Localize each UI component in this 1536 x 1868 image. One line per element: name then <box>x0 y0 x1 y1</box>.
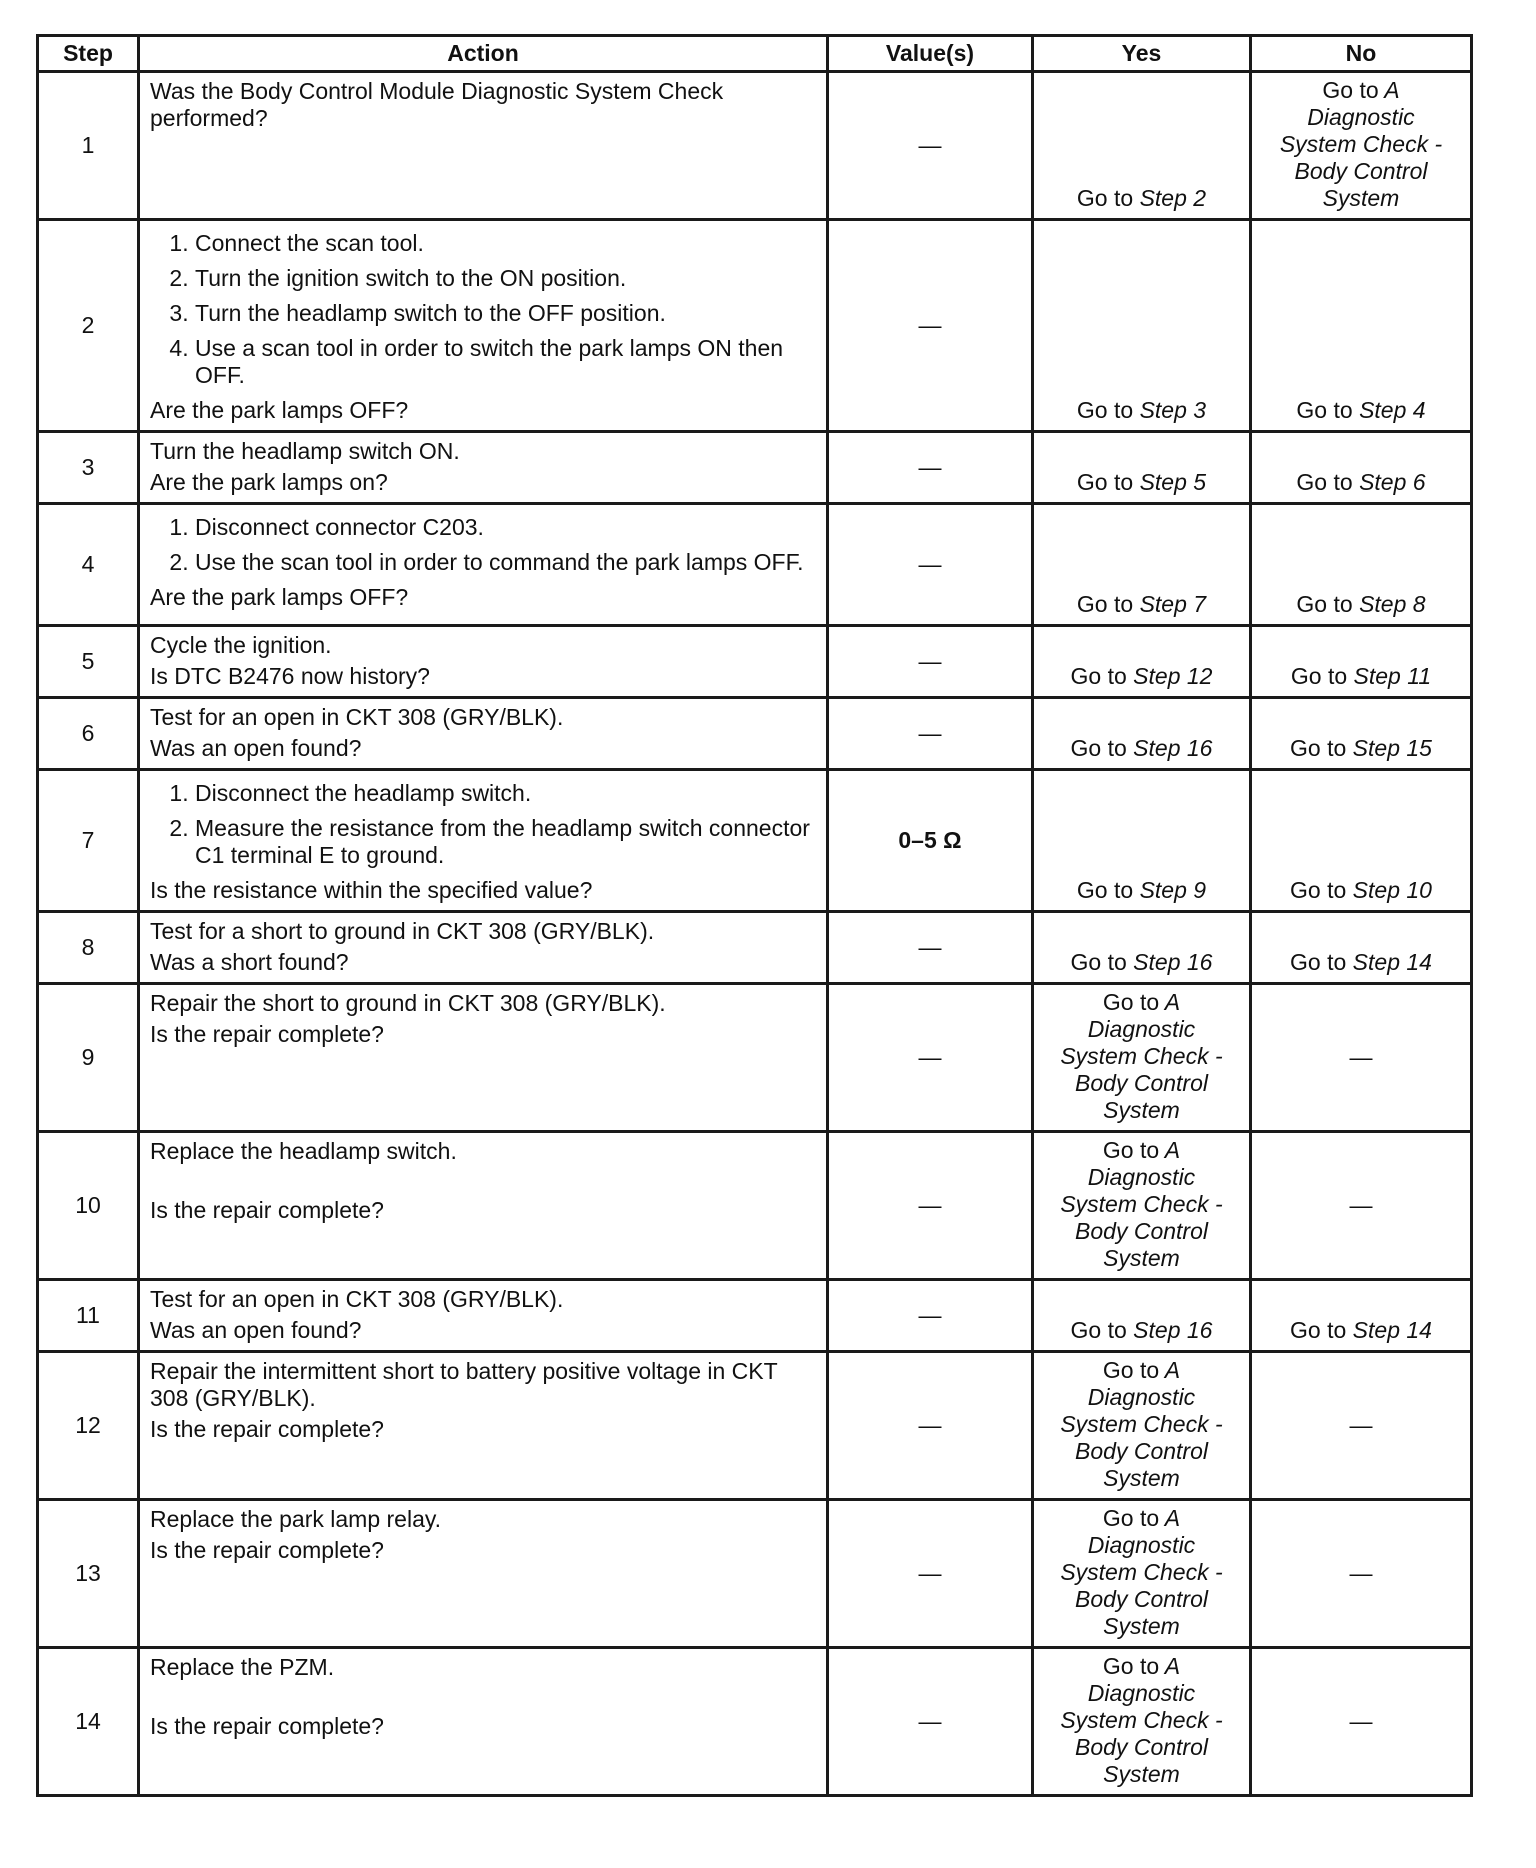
header-row <box>38 36 1472 72</box>
action-list-item: 2. Use the scan tool in order to command the park lamps OFF. <box>195 549 816 576</box>
yes-cell <box>1033 912 1251 984</box>
value-cell: — <box>828 504 1033 626</box>
no-cell <box>1251 698 1472 770</box>
table-row <box>38 1648 1472 1796</box>
action-cell <box>139 1648 828 1796</box>
action-question: Is DTC B2476 now history? <box>150 663 430 689</box>
step-number: 10 <box>38 1132 139 1280</box>
yes-cell <box>1033 1500 1251 1648</box>
goto-step-link[interactable]: Step 14 <box>1352 1317 1432 1343</box>
action-cell <box>139 1132 828 1280</box>
goto-step-link[interactable]: Step 6 <box>1359 469 1426 495</box>
header-step: Step <box>38 36 139 72</box>
no-cell: — <box>1251 984 1472 1132</box>
action-cell <box>139 1500 828 1648</box>
step-number: 7 <box>38 770 139 912</box>
table-row <box>38 432 1472 504</box>
action-list-item: 2. Turn the ignition switch to the ON position. <box>195 265 816 292</box>
goto-prefix: Go to <box>1076 469 1134 495</box>
goto-a: A <box>1164 1653 1181 1679</box>
goto-line: System Check - <box>1060 1559 1223 1585</box>
action-list-item: 2. Measure the resistance from the headlamp switch connector C1 terminal E to ground. <box>195 815 816 869</box>
step-number: 3 <box>38 432 139 504</box>
no-cell <box>1251 626 1472 698</box>
no-cell: — <box>1251 1648 1472 1796</box>
goto-prefix: Go to <box>1290 735 1347 761</box>
value-cell: — <box>828 1280 1033 1352</box>
table-row <box>38 626 1472 698</box>
goto-line: System <box>1103 1613 1180 1639</box>
action-text: Cycle the ignition. <box>150 632 332 658</box>
step-number: 6 <box>38 698 139 770</box>
goto-prefix: Go to <box>1076 877 1134 903</box>
goto-prefix: Go to <box>1102 1653 1160 1679</box>
action-question: Was an open found? <box>150 1317 362 1343</box>
goto-prefix: Go to <box>1322 77 1379 103</box>
header-action: Action <box>139 36 828 72</box>
yes-cell <box>1033 504 1251 626</box>
goto-line: System Check - <box>1060 1707 1223 1733</box>
diagnostic-table <box>36 34 1473 1797</box>
action-cell <box>139 1280 828 1352</box>
diagnostic-table-document <box>36 34 1470 1797</box>
action-question: Are the park lamps OFF? <box>150 584 409 610</box>
action-list-item: 3. Turn the headlamp switch to the OFF position. <box>195 300 816 327</box>
goto-prefix: Go to <box>1102 1505 1160 1531</box>
step-number: 5 <box>38 626 139 698</box>
action-question: Is the repair complete? <box>150 1197 384 1223</box>
goto-step-link[interactable]: Step 12 <box>1133 663 1213 689</box>
action-text: Was the Body Control Module Diagnostic System Check performed? <box>150 78 724 131</box>
action-list <box>150 230 816 389</box>
goto-prefix: Go to <box>1076 185 1134 211</box>
table-row <box>38 1500 1472 1648</box>
header-no: No <box>1251 36 1472 72</box>
action-cell <box>139 72 828 220</box>
action-list-item: 4. Use a scan tool in order to switch the park lamps ON then OFF. <box>195 335 816 389</box>
yes-cell <box>1033 220 1251 432</box>
goto-prefix: Go to <box>1290 949 1347 975</box>
action-list-item: 1. Disconnect connector C203. <box>195 514 816 541</box>
action-text: Replace the headlamp switch. <box>150 1138 457 1164</box>
goto-prefix: Go to <box>1296 591 1353 617</box>
step-number: 1 <box>38 72 139 220</box>
action-cell <box>139 912 828 984</box>
goto-step-link[interactable]: Step 2 <box>1139 185 1207 211</box>
goto-prefix: Go to <box>1290 663 1348 689</box>
step-number: 2 <box>38 220 139 432</box>
goto-step-link[interactable]: Step 7 <box>1139 591 1207 617</box>
action-text: Repair the short to ground in CKT 308 (GRY/BLK). <box>150 990 666 1016</box>
goto-prefix: Go to <box>1070 663 1127 689</box>
goto-line: Body Control <box>1075 1438 1208 1464</box>
table-row <box>38 1280 1472 1352</box>
goto-line: Diagnostic <box>1087 1164 1196 1190</box>
goto-line: Body Control <box>1075 1734 1208 1760</box>
yes-cell <box>1033 626 1251 698</box>
value-cell: — <box>828 1648 1033 1796</box>
goto-step-link[interactable]: Step 15 <box>1352 735 1432 761</box>
value-cell: — <box>828 1132 1033 1280</box>
action-cell <box>139 432 828 504</box>
action-cell <box>139 504 828 626</box>
goto-line: Diagnostic <box>1087 1532 1196 1558</box>
yes-cell <box>1033 432 1251 504</box>
action-text: Test for a short to ground in CKT 308 (GRY/BLK). <box>150 918 655 944</box>
no-cell: — <box>1251 1132 1472 1280</box>
step-number: 11 <box>38 1280 139 1352</box>
goto-prefix: Go to <box>1070 735 1127 761</box>
goto-line: System <box>1103 1097 1180 1123</box>
action-list <box>150 514 816 576</box>
yes-cell <box>1033 72 1251 220</box>
value-cell: — <box>828 1352 1033 1500</box>
goto-step-link[interactable]: Step 8 <box>1359 591 1426 617</box>
value-cell: — <box>828 72 1033 220</box>
yes-cell <box>1033 984 1251 1132</box>
goto-line: System Check - <box>1060 1411 1223 1437</box>
no-cell <box>1251 504 1472 626</box>
goto-line: Diagnostic <box>1307 104 1415 130</box>
table-row <box>38 1132 1472 1280</box>
goto-step-link[interactable]: Step 9 <box>1139 877 1207 903</box>
value-cell: — <box>828 912 1033 984</box>
table-row <box>38 698 1472 770</box>
goto-step-link[interactable]: Step 16 <box>1133 735 1213 761</box>
no-cell <box>1251 72 1472 220</box>
action-list-item: 1. Disconnect the headlamp switch. <box>195 780 816 807</box>
action-question: Is the repair complete? <box>150 1713 384 1739</box>
goto-line: System <box>1103 1465 1180 1491</box>
no-cell: — <box>1251 1500 1472 1648</box>
action-question: Are the park lamps OFF? <box>150 397 409 423</box>
goto-line: Body Control <box>1075 1218 1208 1244</box>
goto-line: System Check - <box>1060 1191 1223 1217</box>
yes-cell <box>1033 1132 1251 1280</box>
goto-step-link[interactable]: Step 4 <box>1359 397 1426 423</box>
action-question: Is the repair complete? <box>150 1537 384 1563</box>
goto-step-link[interactable]: Step 5 <box>1139 469 1207 495</box>
goto-line: Diagnostic <box>1087 1384 1196 1410</box>
action-question: Was an open found? <box>150 735 362 761</box>
table-row <box>38 770 1472 912</box>
action-list <box>150 780 816 869</box>
goto-prefix: Go to <box>1296 397 1353 423</box>
step-number: 9 <box>38 984 139 1132</box>
goto-line: System <box>1103 1761 1180 1787</box>
no-cell <box>1251 1280 1472 1352</box>
goto-prefix: Go to <box>1296 469 1353 495</box>
goto-line: Body Control <box>1294 158 1428 184</box>
goto-prefix: Go to <box>1102 989 1160 1015</box>
yes-cell <box>1033 698 1251 770</box>
table-row <box>38 504 1472 626</box>
action-text: Turn the headlamp switch ON. <box>150 438 460 464</box>
goto-step-link[interactable]: Step 3 <box>1139 397 1207 423</box>
action-text: Replace the PZM. <box>150 1654 335 1680</box>
goto-line: System <box>1103 1245 1180 1271</box>
table-row <box>38 912 1472 984</box>
yes-cell <box>1033 770 1251 912</box>
goto-step-link[interactable]: Step 10 <box>1352 877 1432 903</box>
action-cell <box>139 626 828 698</box>
action-text: Repair the intermittent short to battery positive voltage in CKT 308 (GRY/BLK). <box>150 1358 778 1411</box>
value-cell: — <box>828 984 1033 1132</box>
yes-cell <box>1033 1352 1251 1500</box>
value-cell: — <box>828 220 1033 432</box>
step-number: 12 <box>38 1352 139 1500</box>
no-cell: — <box>1251 1352 1472 1500</box>
step-number: 4 <box>38 504 139 626</box>
goto-line: System <box>1322 185 1400 211</box>
action-question: Is the resistance within the specified value? <box>150 877 593 903</box>
action-text: Replace the park lamp relay. <box>150 1506 442 1532</box>
goto-line: Body Control <box>1075 1070 1208 1096</box>
goto-step-link[interactable]: Step 14 <box>1352 949 1432 975</box>
no-cell <box>1251 432 1472 504</box>
goto-step-link[interactable]: Step 11 <box>1353 663 1432 689</box>
step-number: 13 <box>38 1500 139 1648</box>
goto-prefix: Go to <box>1076 397 1134 423</box>
goto-prefix: Go to <box>1076 591 1134 617</box>
goto-line: Body Control <box>1075 1586 1208 1612</box>
header-yes: Yes <box>1033 36 1251 72</box>
table-row <box>38 1352 1472 1500</box>
action-cell <box>139 1352 828 1500</box>
goto-a: A <box>1384 77 1400 103</box>
yes-cell <box>1033 1648 1251 1796</box>
goto-a: A <box>1164 989 1181 1015</box>
goto-prefix: Go to <box>1102 1357 1160 1383</box>
value-cell: — <box>828 698 1033 770</box>
action-text: Test for an open in CKT 308 (GRY/BLK). <box>150 1286 564 1312</box>
table-row <box>38 220 1472 432</box>
action-cell <box>139 770 828 912</box>
value-cell: — <box>828 1500 1033 1648</box>
goto-line: System Check - <box>1279 131 1443 157</box>
goto-prefix: Go to <box>1102 1137 1160 1163</box>
action-cell <box>139 698 828 770</box>
no-cell <box>1251 220 1472 432</box>
value-cell: — <box>828 626 1033 698</box>
goto-line: System Check - <box>1060 1043 1223 1069</box>
goto-a: A <box>1164 1505 1181 1531</box>
goto-line: Diagnostic <box>1087 1016 1196 1042</box>
value-cell: 0–5 Ω <box>828 770 1033 912</box>
goto-line: Diagnostic <box>1087 1680 1196 1706</box>
action-question: Are the park lamps on? <box>150 469 388 495</box>
action-cell <box>139 220 828 432</box>
goto-a: A <box>1164 1137 1181 1163</box>
value-cell: — <box>828 432 1033 504</box>
action-question: Was a short found? <box>150 949 349 975</box>
action-list-item: 1. Connect the scan tool. <box>195 230 816 257</box>
step-number: 14 <box>38 1648 139 1796</box>
goto-a: A <box>1164 1357 1181 1383</box>
step-number: 8 <box>38 912 139 984</box>
no-cell <box>1251 770 1472 912</box>
table-row <box>38 72 1472 220</box>
action-question: Is the repair complete? <box>150 1021 384 1047</box>
action-question: Is the repair complete? <box>150 1416 384 1442</box>
goto-step-link[interactable]: Step 16 <box>1133 949 1213 975</box>
table-row <box>38 984 1472 1132</box>
goto-prefix: Go to <box>1070 1317 1127 1343</box>
yes-cell <box>1033 1280 1251 1352</box>
action-text: Test for an open in CKT 308 (GRY/BLK). <box>150 704 564 730</box>
header-value: Value(s) <box>828 36 1033 72</box>
action-cell <box>139 984 828 1132</box>
no-cell <box>1251 912 1472 984</box>
goto-prefix: Go to <box>1290 1317 1347 1343</box>
goto-step-link[interactable]: Step 16 <box>1133 1317 1213 1343</box>
goto-prefix: Go to <box>1070 949 1127 975</box>
goto-prefix: Go to <box>1290 877 1347 903</box>
